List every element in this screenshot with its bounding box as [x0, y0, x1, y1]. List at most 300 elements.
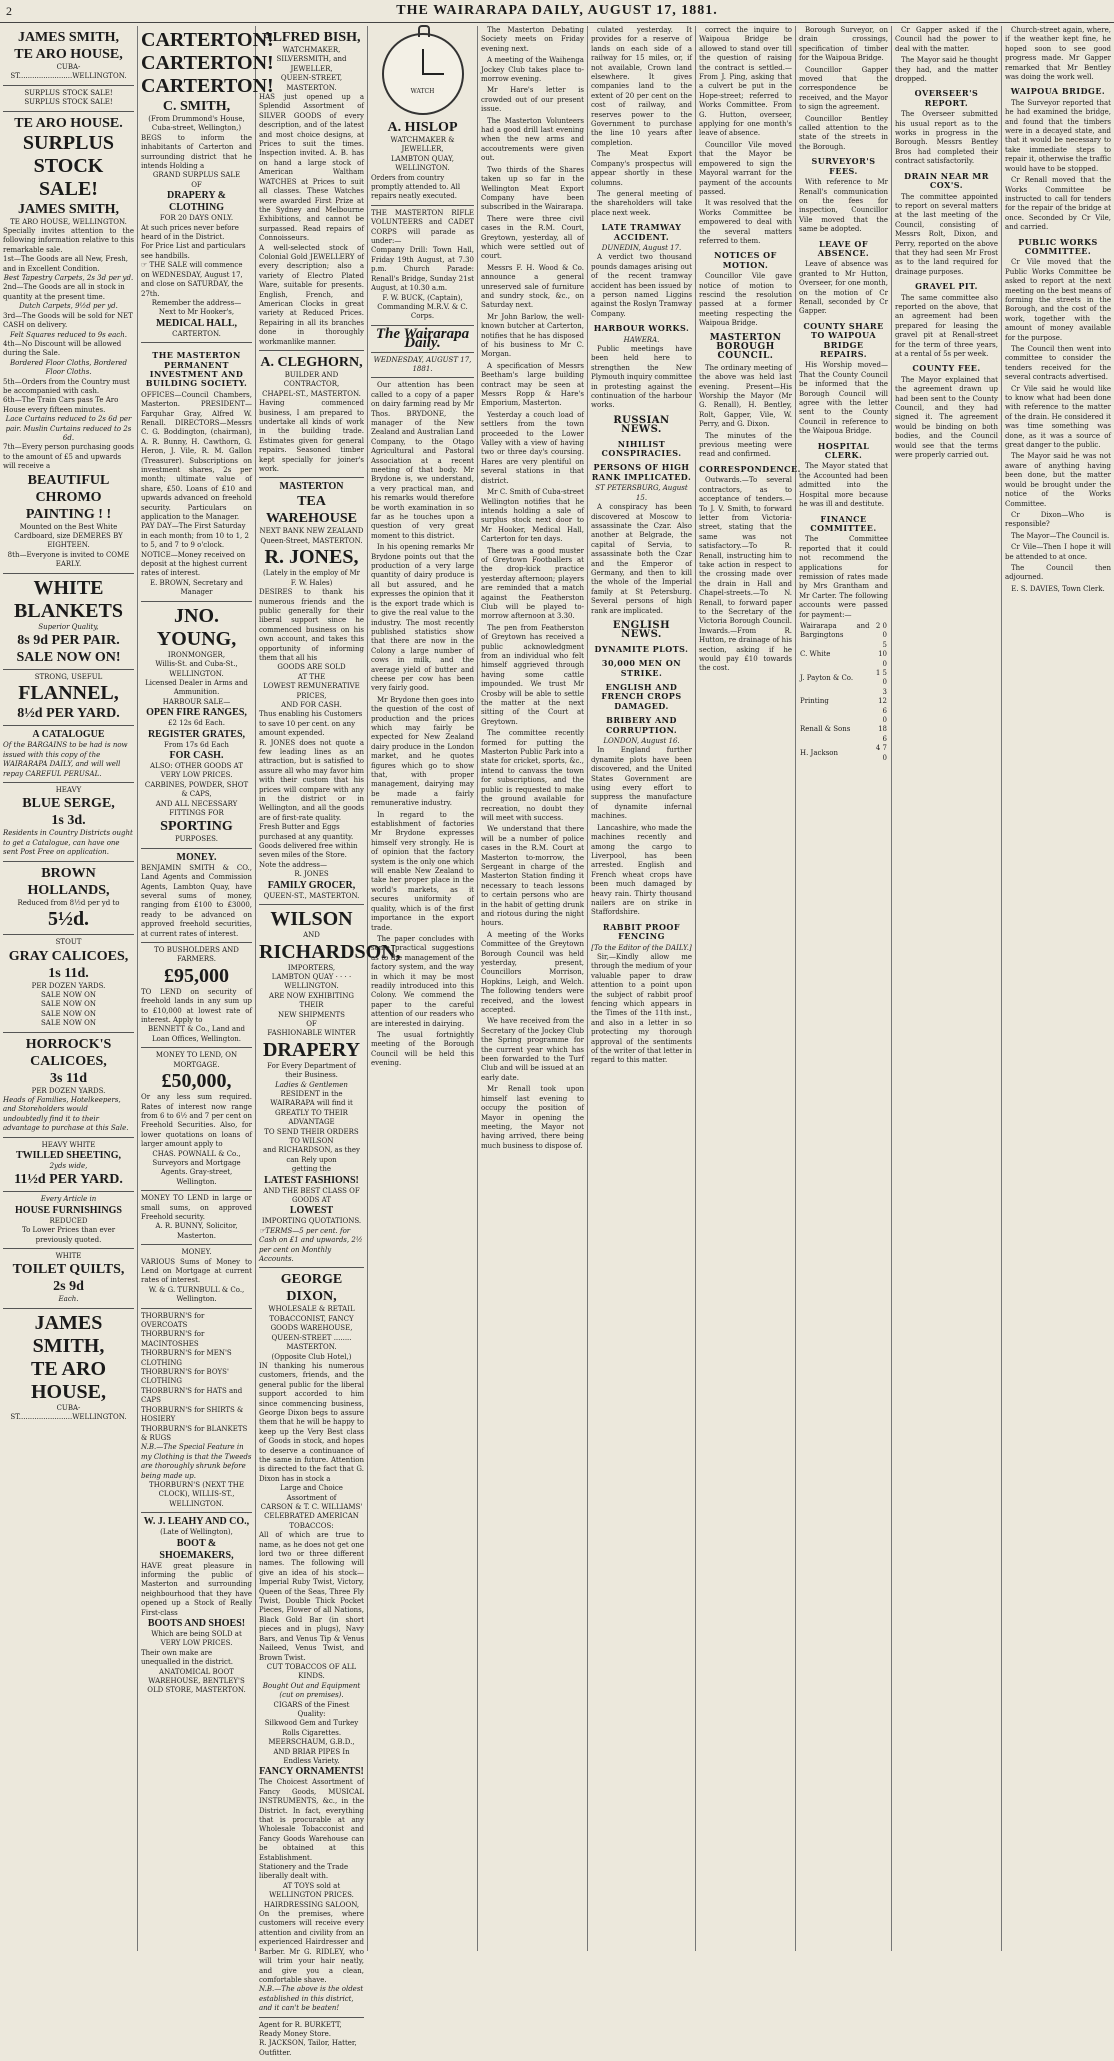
account-name: H. Jackson	[800, 748, 839, 757]
section-text: Cr Vile said he would like to know what had been done with reference to the matter of the drain. He considered it was time something was done, as it was a source of great danger to the public.	[1005, 384, 1111, 450]
section-text: The Mayor explained that the agreement drawn up had been sent to the County Council, and they had signed it. The agreement would be binding on both bodies, and the Council would see that the terms were properly carried out.	[895, 375, 998, 460]
column-6	[588, 26, 696, 1951]
hislop-text: Orders from country promptly attended to. All repairs neatly executed.	[371, 173, 461, 201]
advertiser-name: JAMES SMITH,	[17, 201, 120, 217]
farmers-title: TO BUSHOLDERS AND FARMERS.	[154, 946, 239, 964]
cigars-label: CIGARS of the Finest Quality:	[273, 1700, 350, 1718]
lowest-label: LOWEST	[289, 1205, 334, 1217]
hislop-trade: WATCHMAKER & JEWELLER,	[390, 136, 455, 154]
meerschaum-label: MEERSCHAUM, G.B.D., AND BRIAR PIPES In Endless Variety.	[268, 1738, 355, 1765]
sale-now-on-line: SALE NOW ON	[41, 1009, 96, 1018]
quilts-title: TOILET QUILTS,	[12, 1262, 125, 1278]
tobaccos-label: CELEBRATED AMERICAN TOBACCOS:	[264, 1512, 359, 1530]
bennett-sign: BENNETT & Co., Land and Loan Offices, Wellington.	[147, 1025, 246, 1043]
at-the: AT THE	[297, 672, 326, 681]
council-item: Councillor Vile moved that the Mayor be empowered to sign the Mayoral warrant for the payment of the accounts passed.	[699, 140, 792, 196]
bish-extra: A well-selected stock of Colonial Gold JEWELLERY of every description; also a variety of Electro Plated Ware, suitable for presents. English, French, and American Clocks in great variety at Reduced Prices. Repairing in all its branches done in thoroughly workmanlike manner.	[259, 243, 364, 346]
news-item: There were three civil cases in the R.M. Court, Greytown, yesterday, all of which were settled out of court.	[481, 214, 584, 261]
sheeting-head: HEAVY WHITE	[41, 1140, 96, 1149]
quilts-price: 2s 9d	[53, 1279, 84, 1295]
railway-item: culated yesterday. It provides for a reserve of lands on each side of a railway for 15 miles, or, if not available, Crown land elsewhere. It gives companies land to the extent of 20 per cent on the cost of railway, and reserves power to the Government to purchase the line 10 years after completion.	[591, 26, 692, 147]
sale-terms	[3, 255, 134, 471]
council-item: Councillor Gapper moved that the correspondence be received, and the Mayor to sign the agreement.	[799, 65, 888, 112]
money-title-2: MONEY.	[181, 1248, 212, 1257]
store-address: TE ARO HOUSE, WELLINGTON.	[10, 217, 127, 226]
sale-intro: Specially invites attention to the following information relative to this remarkable sale.	[3, 227, 134, 254]
bish-trade: WATCHMAKER,	[282, 46, 341, 54]
sheeting-ad	[3, 1138, 134, 1193]
sheeting-title: TWILLED SHEETING,	[15, 1149, 122, 1161]
bish-trade: JEWELLER,	[290, 64, 333, 73]
pocket-watch-icon	[382, 33, 464, 115]
money-text: BENJAMIN SMITH & CO., Land Agents and Commission Agents, Lambton Quay, have several sums of money, ranging from £100 to £3000, ready to be advanced on approved freehold securities, at current rates of interest.	[141, 863, 252, 938]
hollands-price: 5½d.	[47, 908, 90, 931]
exhibiting-label: ARE NOW EXHIBITING THEIR	[269, 991, 354, 1010]
cut-note: Bought Out and Equipment (cut on premises).	[262, 1681, 361, 1700]
blankets-price: 8s 9d PER PAIR.	[17, 633, 120, 649]
column-2	[138, 26, 274, 1951]
tobacco-text: All of which are true to name, as he does not get one lord two or three different names. The following will give an idea of his stock—Imperial Ruby Twist, Victory, Queen of the Seas, Three Fly Twist, Double Thick Pocket Pieces, Flower of all Nations, Black Gold Bar (in short pieces and in plugs), Navy Bars, and Venus Tip & Venus Naileed, Venus Twist, and Brown Twist.	[259, 1531, 364, 1662]
leahy-text: HAVE great pleasure in informing the public of Masterton and surrounding neighbourhood that they have opened up a Stock of Really First-class	[141, 1561, 252, 1617]
chromo-line: BEAUTIFUL	[27, 472, 110, 488]
orders-line: TO SEND THEIR ORDERS TO WILSON	[264, 1127, 359, 1145]
blankets-ad	[3, 574, 134, 670]
goods-label: GOODS ARE SOLD	[277, 663, 346, 672]
leader-article	[371, 381, 474, 1068]
bribery-more: Lancashire, who made the machines recently and among the cargo to Liverpool, has been arrested. English and French wheat crops have been much damaged by heavy rain. Thirty thousand nailers are on strike in Staffordshire.	[591, 823, 692, 917]
carterton-line: CARTERTON!	[141, 29, 274, 51]
correspondence-text: Outwards.—To several contractors, as to acceptance of tenders.—To J. V. Smith, to forward letter from Victoria-street, stating that the same was not satisfactory.—To R. Renall, instructing him to take action in respect to the crossing made over the drain in Hall and Chapel-streets.—To N. Renall, to forward paper to the Secretary of the Victoria Borough Council. Inwards.—From R. Hutton, re drainage of his section, asking if he would pay £10 towards the cost.	[699, 476, 792, 673]
grocer-address: QUEEN-ST., MASTERTON.	[263, 891, 360, 900]
leader-paragraph: The paper concludes with some practical suggestions as to the management of the factory system, and the way in which it may be most readily introduced into this Colony. We commend the paper to the careful attention of our readers who are interested in dairying.	[371, 934, 474, 1028]
blankets-title: WHITE BLANKETS	[14, 576, 123, 622]
section-text: The Council then went into committee to consider the tenders received for the several contracts advertised.	[1005, 345, 1111, 382]
hospital-heading: HOSPITAL CLERK.	[817, 440, 870, 461]
news-item: Mr John Barlow, the well-known butcher at Carterton, notifies that he has disposed of his business to Mr C. Morgan.	[481, 312, 584, 359]
account-amount: 5 10 0	[878, 640, 887, 668]
james-smith-ad-top	[3, 26, 134, 112]
leahy-name: W. J. LEAHY AND CO.,	[143, 1516, 250, 1528]
sale-term: 2nd—The Goods are all in stock in quantity at the present time.	[3, 283, 125, 301]
leader-paragraph: In his opening remarks Mr Brydone points out that the production of a very large quantity of dairy produce is all but assured, and he expresses the opinion that it is the export trade which is to give the real value to the industry. The most recently published statistics show that there are now in the Colony a large number of cows in milk, and the average yield of butter and cheese per cow has been very fairly good.	[371, 543, 474, 693]
dixon-ad	[259, 1268, 364, 2017]
masthead-title: THE WAIRARAPA DAILY, AUGUST 17, 1881.	[396, 3, 718, 18]
family-grocer: FAMILY GROCER,	[267, 879, 356, 891]
sale-term: Dutch Carpets, 9½d per yd.	[19, 302, 118, 311]
council-report	[699, 26, 801, 674]
for-cash: AND FOR CASH.	[281, 700, 342, 709]
jackson-note: R. JACKSON, Tailor, Hatter, Outfitter.	[259, 2039, 357, 2057]
thorburn-item: THORBURN'S for MEN'S CLOTHING	[141, 1349, 232, 1367]
leahy-late: (Late of Wellington),	[160, 1528, 233, 1537]
furnishings-head: Every Article in	[40, 1195, 97, 1204]
carson-label: CARSON & T. C. WILLIAMS'	[260, 1503, 363, 1511]
overseer-text: The Overseer submitted his usual report as to the works in progress in the Borough. Messrs Bentley Bros had completed their contract satisfactorily.	[895, 110, 998, 166]
getting-line: getting the	[291, 1165, 332, 1174]
bish-ad	[259, 26, 364, 351]
column-1	[0, 26, 138, 1951]
news-item: The Masterton Volunteers had a good drill last evening when the new arms and accoutrements were given out.	[481, 116, 584, 163]
account-name: Wairarapa and Bargingtons	[800, 621, 870, 640]
column-4	[368, 26, 478, 1951]
council-report-cont-3	[1005, 26, 1111, 594]
section-text: Cr Vile—Then I hope it will be attended to at once.	[1005, 543, 1111, 561]
jones-name: R. JONES,	[264, 546, 359, 569]
burkett-note: Agent for R. BURKETT, Ready Money Store.	[259, 2020, 342, 2038]
sheeting-sub: 2yds wide,	[49, 1161, 88, 1170]
watch-label: WATCH	[410, 88, 435, 95]
news-item: There was a good muster of Greytown Footballers at the drop-kick practice yesterday afternoon; players are reminded that a match against the Featherston Club will be played to-morrow afternoon at 3.30.	[481, 546, 584, 621]
cartridges: CARBINES, POWDER, SHOT & CAPS,	[144, 780, 249, 799]
store-name: TE ARO HOUSE.	[14, 115, 123, 131]
news-item: Mr Renall took upon himself last evening to occupy the position of Mayor in opening the meeting, the Mayor not having arrived, there being much business to dispose of.	[481, 1085, 584, 1150]
advantage-line: GREATLY TO THEIR ADVANTAGE	[275, 1108, 348, 1127]
sale-term: 3rd—The Goods will be sold for NET CASH on delivery.	[3, 311, 133, 330]
toys-note: AT TOYS sold at WELLINGTON PRICES.	[269, 1881, 354, 1900]
surveyor-heading: SURVEYOR'S FEES.	[811, 156, 876, 176]
news-item: Mr C. Smith of Cuba-street Wellington notifies that he intends holding a sale of surplus stock next door to Mr Hooker, Medical Hall, Carterton for ten days.	[481, 488, 584, 544]
russian-heading: RUSSIAN NEWS.	[613, 414, 670, 436]
council-item: It was resolved that the Works Committee be empowered to deal with the several matters referred to them.	[699, 199, 792, 245]
council-item: The Mayor said he thought they had, and the matter dropped.	[895, 56, 998, 84]
young-address: Willis-St. and Cuba-St., WELLINGTON.	[155, 660, 238, 678]
section-text: The Surveyor reported that he had examined the bridge, and found that the timbers were in a decayed state, and that it would be necessary to take immediate steps to repair it, otherwise the traffic would have to be stopped.	[1005, 98, 1111, 173]
overseer-heading: OVERSEER'S REPORT.	[914, 88, 979, 108]
account-amount: 2 0 0	[875, 621, 887, 640]
section-heading: DRAIN NEAR MR COX'S.	[904, 170, 989, 191]
surplus-line: SURPLUS STOCK SALE!	[24, 88, 113, 97]
leader-paragraph: Our attention has been called to a copy of a paper on dairy farming read by Mr Thos. BRYDONE, the manager of the New Zealand and Australian Land Company, to the Otago Agricultural and Pastoral Association at a recent meeting of that body. Mr Brydone is, we understand, a very practical man, and his remarks would therefore be worth examination in so far as he touches upon a question of very great moment to this district.	[371, 381, 474, 540]
section-text: Cr Vile moved that the Public Works Committee be asked to report at the next meeting on the best means of forming the streets in the Borough, and the cost of the work, together with the amount of money available for the purpose.	[1005, 258, 1111, 342]
flannel-price: 8½d PER YARD.	[17, 706, 120, 722]
store-name: TE ARO HOUSE,	[14, 47, 123, 62]
county-text: His Worship moved—That the County Council be informed that the Borough Council will agree with the letter sent to the County Council in reference to the Waipoua Bridge.	[799, 361, 888, 436]
news-item: Yesterday a couch load of settlers from the town proceeded to the Lower Valley with a view of having two or three day's coursing. Hares are very plentiful on several stations in that district.	[481, 410, 584, 485]
bills-note: For Price List and particulars see handbills.	[141, 242, 246, 260]
account-row	[799, 669, 888, 688]
account-name: Renall & Sons	[800, 725, 851, 734]
hollands-title: BROWN HOLLANDS,	[27, 865, 110, 898]
boots-title: BOOTS AND SHOES!	[147, 1618, 246, 1629]
hospital-text: The Mayor stated that the Accounted had been admitted into the Hospital more because he was ill and destitute.	[799, 462, 888, 509]
advertiser-name: JAMES SMITH,	[32, 1311, 105, 1357]
nihilist-heading: NIHILIST CONSPIRACIES.	[601, 438, 682, 459]
pay-day: PAY DAY—The First Saturday in each month; from 10 to 1, 2 to 5, and 7 to 9 o'clock.	[141, 522, 249, 550]
correspondence-heading: CORRESPONDENCE.	[699, 463, 801, 474]
leahy-note: Their own make are unequalled in the district.	[141, 1648, 233, 1667]
notices-text: Councillor Vile gave notice of motion to rescind the resolution passed at a former meeting respecting the Waipoua Bridge.	[699, 272, 792, 328]
bish-address: QUEEN-STREET, MASTERTON.	[280, 74, 343, 92]
column-10	[1002, 26, 1114, 1951]
account-name: J. Payton & Co.	[800, 673, 854, 682]
council-report-cont-2	[895, 26, 998, 460]
loan-amount-2: £50,000,	[161, 1070, 232, 1093]
flannel-head: STRONG, USEFUL	[34, 673, 103, 682]
rifle-text: Company Drill: Town Hall, Friday 19th August, at 7.30 p.m. Church Parade: Renall's Bridge, Sunday 21st August, at 10.30 a.m.	[371, 246, 474, 293]
boot-warehouse: ANATOMICAL BOOT WAREHOUSE, BENTLEY'S OLD STORE, MASTERTON.	[147, 1667, 246, 1695]
account-amount: 0 18 6	[878, 716, 887, 743]
resident-line: RESIDENT in the WAIRARAPA will find it	[270, 1089, 353, 1108]
account-amount: 3 12 6	[878, 687, 887, 715]
chromo-note: Mounted on the Best White Cardboard, size DEMERES BY EIGHTEEN.	[14, 522, 123, 550]
importers-label: IMPORTERS,	[287, 963, 336, 972]
dixon-name: GEORGE DIXON,	[280, 1272, 343, 1305]
sale-now-on-line: SALE NOW ON	[41, 1019, 96, 1028]
of-label: OF	[191, 180, 202, 189]
section-text: The same committee also reported on the above, that an agreement had been prepared for leasing the gravel pit at Renall-street for the term of three years, at a rental of 5s per week.	[895, 293, 998, 358]
sale-term: Best Tapestry Carpets, 2s 3d per yd.	[3, 274, 134, 283]
furnishings-title: HOUSE FURNISHINGS	[15, 1204, 122, 1216]
drapery-title: DRAPERY & CLOTHING	[167, 190, 226, 214]
observe-note: N.B.—The above is the oldest established in this district, and it can't be beaten!	[259, 1985, 364, 2013]
sale-term: 4th—No Discount will be allowed during the Sale.	[3, 339, 122, 358]
account-amount: 4 7 0	[875, 744, 887, 762]
minutes-text: The minutes of the previous meeting were read and confirmed.	[699, 431, 792, 459]
sale-term: Lace Curtains reduced to 2s 6d per pair. Muslin Curtains reduced to 2s 6d.	[5, 415, 132, 442]
butter-note: Fresh Butter and Eggs purchased at any quantity.	[259, 823, 354, 841]
bribery-dateline: LONDON, August 16.	[603, 737, 680, 746]
bish-name: ALFRED BISH,	[262, 30, 361, 45]
sale-term: Bordered Floor Cloths, Bordered Floor Cloths.	[9, 358, 128, 377]
column-7	[696, 26, 801, 1951]
finance-heading: FINANCE COMMITTEE.	[810, 513, 877, 533]
rabbit-heading: RABBIT PROOF FENCING	[602, 921, 681, 942]
come-early-note: 8th—Everyone is invited to COME EARLY.	[7, 550, 130, 569]
council-item: correct the inquire to Waipoua Bridge be allowed to stand over till the question of raising the contract is settled.—From J. Ping, asking that a culvert be put in the Hope-street; referred to Works Committee. From G. Hutton, overseer, applying for one month's leave of absence.	[699, 26, 792, 138]
turnbull-ad	[141, 1245, 252, 1308]
paper-nameplate: The Wairarapa Daily.	[375, 325, 470, 352]
council-report-cont	[799, 26, 888, 763]
wilson-richardson-ad	[259, 905, 401, 1268]
horrocks-note: PER DOZEN YARDS.	[31, 1086, 106, 1095]
chromo-line: CHROMO PAINTING ! !	[25, 489, 112, 522]
remember-note: Remember the address—	[151, 298, 242, 307]
serge-title: BLUE SERGE,	[22, 796, 115, 812]
surplus-sale-ad	[3, 112, 134, 574]
account-name: C. White	[800, 650, 831, 659]
surplus-headline: SURPLUS STOCK SALE!	[22, 131, 115, 200]
sale-term: 7th—Every person purchasing goods to the amount of £5 and upwards will receive a	[3, 443, 134, 471]
bish-trade: SILVERSMITH, and	[276, 55, 347, 64]
leave-heading: LEAVE OF ABSENCE.	[817, 238, 870, 258]
store-address: CUBA-ST........................WELLINGTON.	[10, 1403, 127, 1422]
fancy-text: The Choicest Assortment of Fancy Goods, MUSICAL INSTRUMENTS, &c., in the District. In fact, everything that is procurable at any Wholesale Tobacconist and Fancy Goods Warehouse can be obtained at this Establishment.	[259, 1778, 364, 1862]
ranges-title: OPEN FIRE RANGES,	[146, 707, 247, 719]
money-title: MONEY.	[176, 851, 217, 863]
cleghorn-address: CHAPEL-ST., MASTERTON.	[262, 389, 361, 398]
account-row	[799, 622, 888, 641]
tramway-heading: LATE TRAMWAY ACCIDENT.	[601, 222, 682, 242]
young-text: Licensed Dealer in Arms and Ammunition.	[145, 678, 248, 697]
hair-title: HAIRDRESSING SALOON,	[263, 1900, 360, 1909]
loan-text-2: Or any less sum required. Rates of interest now range from 6 to 6½ and 7 per cent on Freehold Securities. Also, for lower quotations on loans of larger amount apply to	[141, 1093, 253, 1149]
dixon-sub: (Opposite Club Hotel,)	[271, 1352, 352, 1361]
building-society-title: THE MASTERTON PERMANENT INVESTMENT AND BUILDING SOCIETY.	[145, 350, 248, 389]
section-heading: PUBLIC WORKS COMMITTEE.	[1018, 236, 1098, 256]
calicoes-price: 1s 11d.	[48, 965, 89, 981]
sale-term: 1st—The Goods are all New, Fresh, and in Excellent Condition.	[3, 255, 129, 273]
thorburn-item: THORBURN'S for BOYS' CLOTHING	[141, 1368, 229, 1386]
council-item: Councillor Bentley called attention to the state of the streets in the Borough.	[799, 114, 888, 151]
hislop-name: A. HISLOP	[387, 120, 458, 135]
jones-tea-ad	[259, 478, 364, 905]
calicoes-head: STOUT	[55, 938, 82, 947]
rabbit-to-editor: [To the Editor of the DAILY.]	[591, 943, 692, 952]
importing-quotations: IMPORTING QUOTATIONS.	[261, 1217, 362, 1226]
news-item: A meeting of the Works Committee of the Greytown Borough Council was held yesterday, present, Councillors Morrison, Hopkins, Leigh, and Welch. The following tenders were received, and the lowest accepted.	[481, 930, 584, 1015]
ranges-head: HARBOUR SALE—	[162, 697, 231, 706]
news-item: Two thirds of the Shares taken up so far in the Wellington Meat Export Company have been subscribed in the Wairarapa.	[481, 165, 584, 212]
horrocks-price: 3s 11d	[50, 1070, 87, 1086]
persons-dateline: ST PETERSBURG, August 15.	[595, 484, 688, 502]
news-item: A specification of Messrs Beetham's large building contract may be seen at Messrs Ropp & Hare's Emporium, Masterton.	[481, 361, 584, 408]
tramway-dateline: DUNEDIN, August 17.	[601, 243, 682, 252]
leahy-ad	[141, 1513, 252, 1699]
calicoes-title: GRAY CALICOES,	[8, 948, 129, 964]
sale-start: ☞ THE SALE will commence on WEDNESDAY, August 17, and close on SATURDAY, the 27th.	[141, 261, 243, 298]
finance-text: The Committee reported that it could not recommend the applications for remission of rates made by Mrs Grantham and Mr Carter. The following accounts were passed for payment:—	[799, 535, 888, 619]
boots-sub: Which are being SOLD at VERY LOW PRICES.	[151, 1630, 242, 1648]
sale-now-on: SALE NOW ON!	[16, 650, 121, 666]
pownall-sign: CHAS. POWNALL & Co., Surveyors and Mortgage Agents. Gray-street, Wellington.	[152, 1149, 241, 1186]
country-orders: Residents in Country Districts ought to get a Catalogue, can have one sent Post Free on application.	[3, 829, 133, 857]
surveyor-text: With reference to Mr Renall's communication on the fees for inspection, Councillor Vile moved that the same be adopted.	[799, 178, 888, 234]
blankets-sub: Superior Quality,	[38, 622, 99, 631]
dixon-address: QUEEN-STREET ........ MASTERTON.	[271, 1333, 352, 1352]
telegrams	[591, 26, 692, 1066]
leader-paragraph: In regard to the establishment of factories Mr Brydone expresses himself very strongly. He is of opinion that the factory system is the only one which will enable New Zealand to take her proper place in the world's markets, as it secures uniformity of quality, which is of the first importance in the export trade.	[371, 810, 474, 932]
section-text: The committee appointed to report on several matters at the last meeting of the Council, consisting of Messrs Rolt, Dixon, and Perry, reported on the above that they had seen Mr Frost as to the land required for drainage purposes.	[895, 192, 998, 276]
sporting-head: AND ALL NECESSARY FITTINGS FOR	[155, 799, 238, 817]
smith-name: C. SMITH,	[162, 99, 231, 114]
wilson-line: AND	[303, 931, 320, 940]
account-amount: 1 5 0	[875, 669, 887, 687]
english-heading: ENGLISH NEWS.	[612, 619, 671, 641]
furnishings-note: REDUCED	[49, 1216, 88, 1225]
bunny-ad	[141, 1191, 252, 1245]
best-class-line: AND THE BEST CLASS OF GOODS AT	[263, 1186, 360, 1205]
calicoes-ad	[3, 935, 134, 1032]
news-item: The Meat Export Company's prospectus will appear shortly in these columns.	[591, 150, 692, 187]
sale-now-on-line: SALE NOW ON	[41, 1000, 96, 1009]
lend-text: MONEY TO LEND in large or small sums, on approved Freehold security.	[141, 1194, 252, 1221]
society-manager: E. BROWN, Secretary and Manager	[149, 578, 244, 597]
harbour-heading: HARBOUR WORKS.	[593, 323, 690, 334]
smith-text: BEGS to inform the inhabitants of Carterton and surrounding district that he intends Holding a	[141, 133, 252, 171]
stationery-note: Stationery and the Trade liberally dealt with.	[259, 1863, 349, 1881]
sale-term: Felt Squares reduced to 9s each.	[10, 330, 127, 339]
of-label: OF	[306, 1019, 317, 1028]
cleghorn-text: Having commenced business, I am prepared to undertake all kinds of work in the building trade. Estimates given for general repairs. Seasoned timber kept specially for joiner's work.	[259, 399, 364, 474]
jones-more: R. JONES does not quote a few leading lines as an attraction, but is satisfied to assure all who may favor him with their custom that his prices will compare with any in the district or in Wellington, and all the goods are of first-rate quality.	[259, 738, 364, 822]
cut-tobaccos: CUT TOBACCOS OF ALL KINDS.	[266, 1662, 357, 1681]
lowest-prices: LOWEST REMUNERATIVE PRICES,	[263, 682, 360, 700]
fancy-title: FANCY ORNAMENTS!	[259, 1766, 364, 1778]
section-text: Cr Dixon—Who is responsible?	[1005, 510, 1111, 529]
serge-head: HEAVY	[55, 786, 82, 795]
dynamite-heading: DYNAMITE PLOTS.	[594, 643, 689, 654]
section-heading: COUNTY FEE.	[912, 363, 981, 374]
council-note: The usual fortnightly meeting of the Borough Council will be held this evening.	[371, 1030, 474, 1068]
departments-note: For Every Department of their Business.	[267, 1061, 356, 1080]
furnishings-sub: To Lower Prices than ever previously quoted.	[21, 1226, 116, 1244]
column-5	[478, 26, 588, 1951]
local-news	[481, 26, 584, 1151]
medical-note: Next to Mr Hooker's,	[158, 308, 235, 317]
money-note: NOTICE—Money received on deposit at the highest current rates of interest.	[141, 550, 248, 578]
cleghorn-trade: BUILDER AND CONTRACTOR,	[283, 371, 340, 389]
masthead	[0, 0, 1114, 23]
flannel-title: FLANNEL,	[18, 682, 119, 705]
persons-text: A conspiracy has been discovered at Moscow to assassinate the Czar. Also another at Belgrade, the capital of Servia, to assassinate both the Czar and the Emperor of Germany, and then to kill the whole of the Imperial family at St Petersburg. Several persons of high rank are implicated.	[591, 503, 692, 615]
page-number: 2	[6, 3, 13, 18]
grates-sub: From 17s 6d Each	[164, 740, 229, 749]
fashionable-label: FASHIONABLE WINTER	[267, 1029, 356, 1038]
masterton-council-text: The ordinary meeting of the above was held last evening. Present—His Worship the Mayor (Mr G. Renall), H. Bentley, Rolt, Gapper, Vile, W. Perry, and G. Dixon.	[699, 363, 792, 429]
hair-text: On the premises, where customers will receive every attention and civility from an experienced Hairdresser and Barber. Mr G. RIDLEY, who will trim your hair neatly, and give you a clean, comfortable shave.	[259, 1910, 364, 1984]
carterton-line: CARTERTON!	[141, 52, 274, 74]
catalogue-text: Of the BARGAINS to be had is now issued with this copy of the WAIRARAPA DAILY, and will well repay CAREFUL PERUSAL.	[3, 741, 128, 778]
thorburn-item: THORBURN'S for HATS and CAPS	[141, 1386, 243, 1405]
news-item: The pen from Featherston of Greytown has received a public acknowledgment from an individual who felt himself aggrieved through having some cattle impounded. We trust Mr Crosby will be able to settle the matter at the next sitting of the Court at Greytown.	[481, 623, 584, 726]
catalogue-ad	[3, 726, 134, 783]
various-text: VARIOUS Sums of Money to Lend on Mortgage at current rates of interest.	[141, 1257, 252, 1285]
crops-heading: ENGLISH AND FRENCH CROPS DAMAGED.	[601, 682, 682, 711]
delivery-note: Goods delivered free within seven miles of the Store.	[259, 842, 358, 860]
surplus-line: SURPLUS STOCK SALE!	[24, 98, 113, 107]
mortgage-ad	[141, 1048, 252, 1191]
sale-term: 6th—The Train Cars pass Te Aro House every fifteen minutes.	[3, 396, 119, 414]
dixon-text: IN thanking his numerous customers, friends, and the general public for the liberal support accorded to him since commencing business, George Dixon begs to assure them that he will be happy to keep up the Very Best class of Goods in stock, and hopes to deserve a continuance of the same in future. Attention is directed to the fact that G. Dixon has in stock a	[259, 1361, 364, 1483]
county-heading: COUNTY SHARE TO WAIPOUA BRIDGE REPAIRS.	[803, 320, 884, 359]
account-row	[799, 641, 888, 669]
news-item: We have received from the Secretary of the Jockey Club the Spring programme for the current year which has been forwarded to the Turf Club and will be issued at an early date.	[481, 1017, 584, 1082]
bottom-notices	[259, 2018, 364, 2061]
issue-date: WEDNESDAY, AUGUST 17, 1881.	[373, 355, 472, 373]
shipments-label: NEW SHIPMENTS	[278, 1010, 345, 1019]
council-item: Cr Gapper asked if the Council had the power to deal with the matter.	[895, 26, 998, 53]
council-item: Church-street again, where, if the weather kept fine, he hoped soon to see good progress made. Mr Gapper remarked that Mr Bentley was doing the work well.	[1005, 26, 1111, 82]
wilson-address: LAMBTON QUAY · · · · WELLINGTON.	[271, 972, 352, 991]
young-trade: IRONMONGER,	[167, 650, 226, 659]
horrocks-ad	[3, 1033, 134, 1138]
sporting-title: SPORTING	[160, 819, 233, 835]
rabbit-text: Sir,—Kindly allow me through the medium of your valuable paper to draw attention to a point upon the subject of rabbit proof fencing which appears in the Times of the 11th inst., and also in a letter in so protecting my thorough approval of the sentiments of the writer of that letter in regard to this matter.	[591, 952, 692, 1065]
masterton-label: MASTERTON	[279, 481, 344, 493]
section-heading: WAIPOUA BRIDGE.	[1010, 86, 1106, 97]
james-smith-ad-bottom	[3, 1309, 134, 1426]
thorburn-item: THORBURN'S for SHIRTS & HOSIERY	[141, 1405, 244, 1424]
news-item: A meeting of the Waihenga Jockey Club takes place to-morrow evening.	[481, 56, 584, 84]
thorburn-item: THORBURN'S for OVERCOATS	[141, 1311, 205, 1330]
calicoes-note: PER DOZEN YARDS.	[31, 981, 106, 990]
cleghorn-name: A. CLEGHORN,	[260, 355, 363, 370]
money-ad-1	[141, 849, 252, 943]
hollands-note: Reduced from 8½d per yd to	[17, 898, 120, 907]
purposes-label: PURPOSES.	[175, 835, 218, 844]
account-row	[799, 688, 888, 716]
medical-hall: MEDICAL HALL,	[155, 317, 238, 329]
bribery-heading: BRIBERY AND CORRUPTION.	[605, 715, 678, 735]
hislop-ad	[371, 26, 474, 206]
news-item: The Masterton Debating Society meets on Friday evening next.	[481, 26, 584, 53]
dixon-trade: WHOLESALE & RETAIL TOBACCONIST, FANCY GOODS WAREHOUSE,	[268, 1305, 355, 1333]
loan-text: TO LEND on security of freehold lands in any sum up to £10,000 at lowest rate of interest. Apply to	[141, 987, 252, 1025]
building-society-text: OFFICES—Council Chambers, Masterton. PRESIDENT—Farquhar Gray, Alfred W. Renall. DIRECTORS—Messrs C. G. Boddington, (chairman), A. R. Bunny, H. Cawthorn, G. Heron, J. Vile, R. M. Gallon (Treasurer). Subscriptions on investment shares, 2s per month; ultimate value of share, £50. Loans of £10 and upwards advanced on freehold security. Particulars on application to the Manager.	[141, 390, 252, 522]
account-row	[799, 744, 888, 763]
news-item: We understand that there will be a number of police cases in the R.M. Court at Masterton to-morrow, the Sergeant in charge of the Masterton Station finding it necessary to teach lessons to certain persons who are in the habit of getting drunk and riotous during the night hours.	[481, 825, 584, 928]
leader-paragraph: Mr Brydone then goes into the question of the cost of production and the prices which may fairly be expected for New Zealand dairy produce in the London market, and he quotes figures which go to show that, with proper management, dairying may be made a fairly remunerative industry.	[371, 695, 474, 808]
